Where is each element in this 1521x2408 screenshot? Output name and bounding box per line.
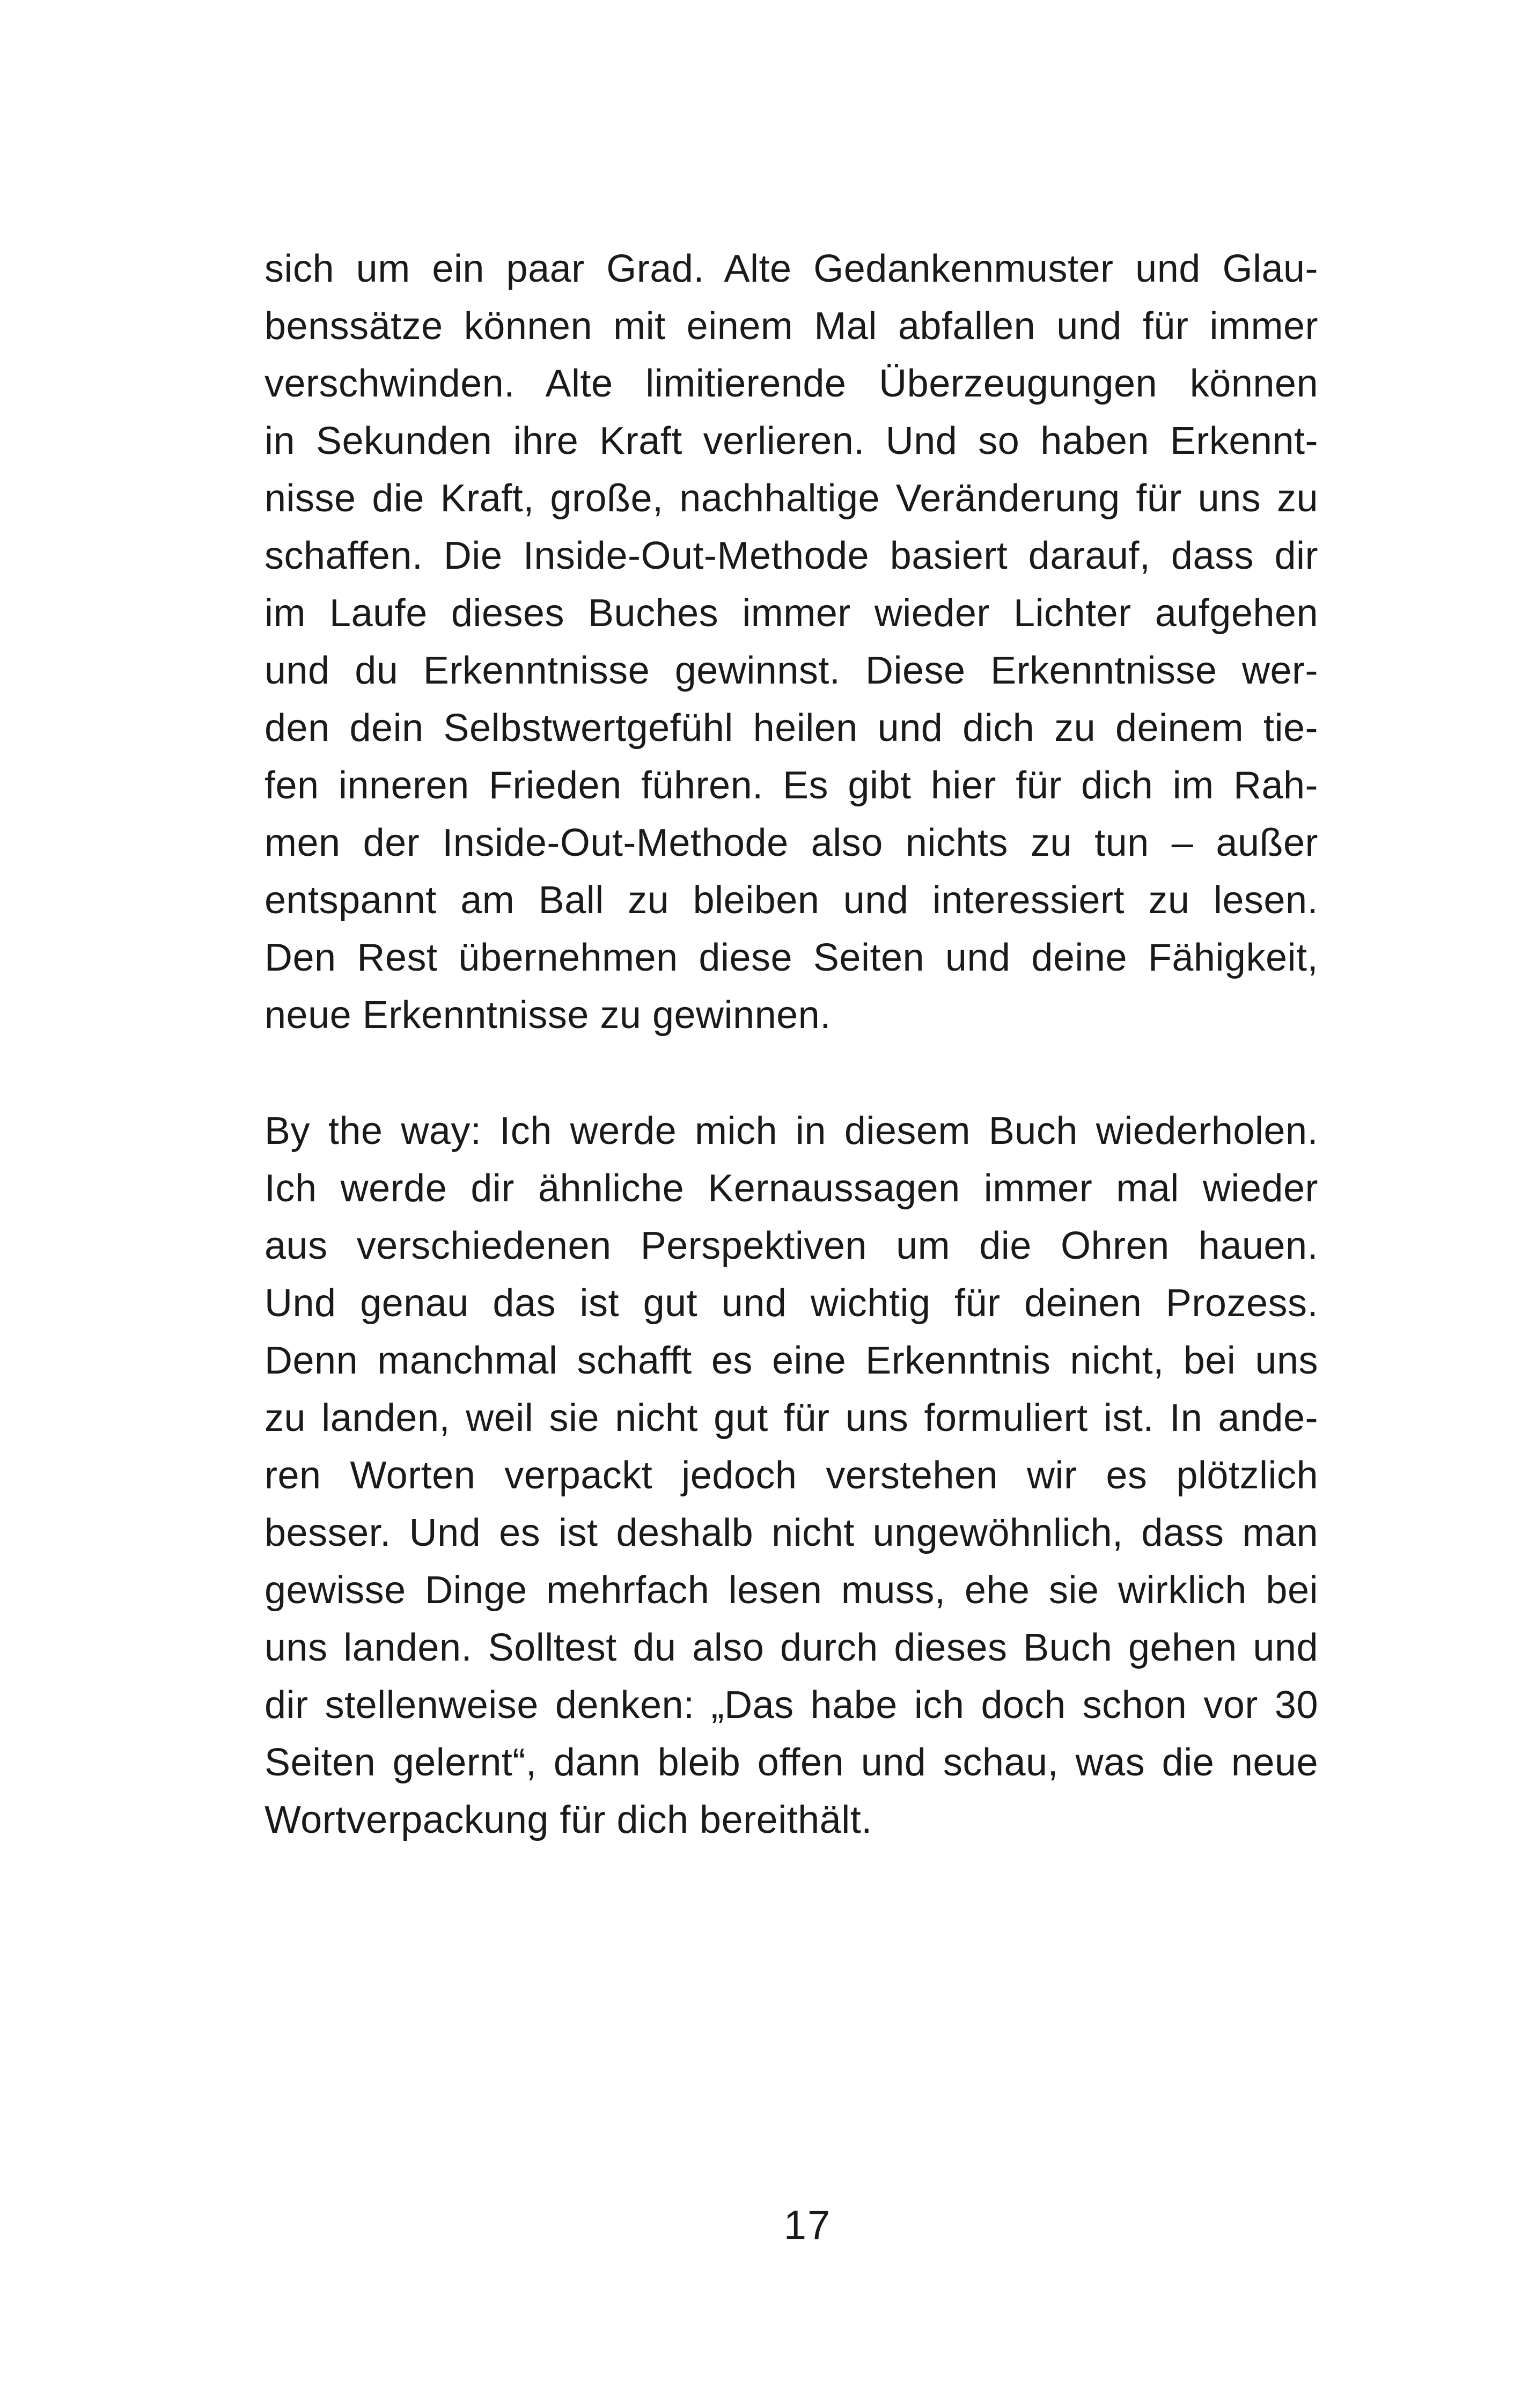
text-line: nisse die Kraft, große, nachhaltige Veränderung für uns zu [264, 477, 1318, 520]
text-line: und du Erkenntnisse gewinnst. Diese Erkenntnisse wer- [264, 649, 1318, 692]
text-line: verschwinden. Alte limitierende Überzeugungen können [264, 362, 1318, 405]
text-line: dir stellenweise denken: „Das habe ich doch schon vor 30 [264, 1684, 1318, 1727]
body-paragraph-2 [264, 1103, 1318, 1849]
text-line: By the way: Ich werde mich in diesem Buch wiederholen. [264, 1110, 1318, 1152]
text-line: Seiten gelernt“, dann bleib offen und schau, was die neue [264, 1741, 1318, 1784]
text-line: Denn manchmal schafft es eine Erkenntnis nicht, bei uns [264, 1339, 1318, 1382]
text-line: aus verschiedenen Perspektiven um die Ohren hauen. [264, 1224, 1318, 1267]
text-line: neue Erkenntnisse zu gewinnen. [264, 994, 831, 1037]
text-line: uns landen. Solltest du also durch dieses Buch gehen und [264, 1626, 1318, 1669]
text-line: Ich werde dir ähnliche Kernaussagen immer mal wieder [264, 1167, 1318, 1210]
text-line: in Sekunden ihre Kraft verlieren. Und so haben Erkennt- [264, 420, 1318, 462]
text-line: gewisse Dinge mehrfach lesen muss, ehe sie wirklich bei [264, 1569, 1318, 1612]
text-line: men der Inside-Out-Methode also nichts zu tun – außer [264, 821, 1318, 864]
text-line: Und genau das ist gut und wichtig für deinen Prozess. [264, 1282, 1318, 1325]
text-line: schaffen. Die Inside-Out-Methode basiert darauf, dass dir [264, 534, 1318, 577]
text-line: den dein Selbstwertgefühl heilen und dich zu deinem tie- [264, 707, 1318, 750]
text-line: entspannt am Ball zu bleiben und interessiert zu lesen. [264, 879, 1318, 922]
body-paragraph-1 [264, 240, 1318, 1044]
text-line: benssätze können mit einem Mal abfallen und für immer [264, 305, 1318, 348]
text-line: Den Rest übernehmen diese Seiten und deine Fähigkeit, [264, 936, 1318, 979]
page-number: 17 [783, 2203, 832, 2248]
text-line: fen inneren Frieden führen. Es gibt hier für dich im Rah- [264, 764, 1318, 807]
text-line: ren Worten verpackt jedoch verstehen wir es plötzlich [264, 1454, 1318, 1497]
text-line: Wortverpackung für dich bereithält. [264, 1798, 872, 1841]
text-line: sich um ein paar Grad. Alte Gedankenmuster und Glau- [264, 247, 1318, 290]
text-line: im Laufe dieses Buches immer wieder Lichter aufgehen [264, 592, 1318, 635]
text-line: zu landen, weil sie nicht gut für uns formuliert ist. In ande- [264, 1397, 1318, 1440]
text-line: besser. Und es ist deshalb nicht ungewöhnlich, dass man [264, 1511, 1318, 1554]
